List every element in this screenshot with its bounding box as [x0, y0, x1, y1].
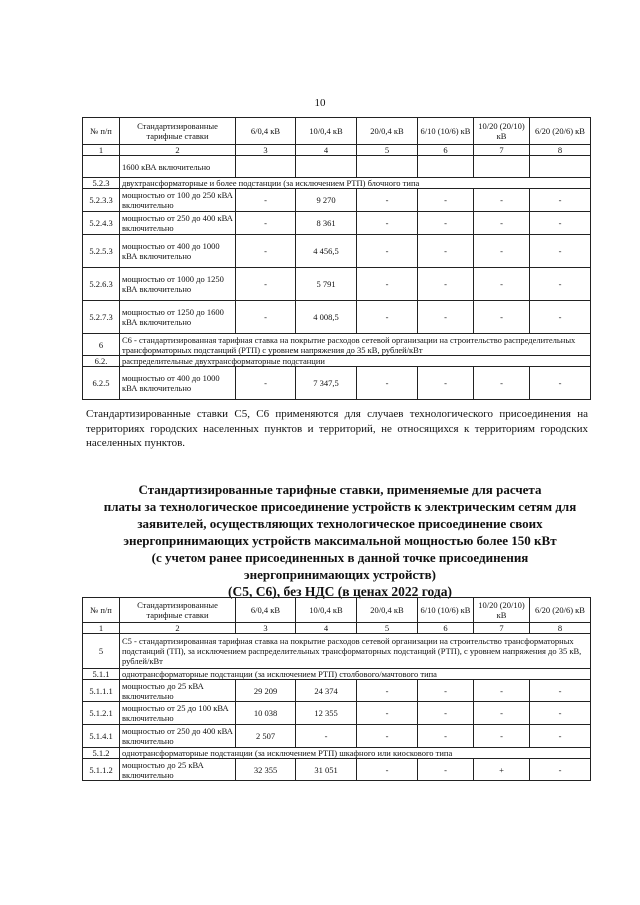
- row-number: 6: [83, 334, 120, 356]
- value-cell: -: [530, 189, 591, 212]
- section-title: [80, 481, 600, 600]
- row-description: мощностью от 250 до 400 кВА включительно: [120, 725, 236, 748]
- section-text: распределительные двухтрансформаторные подстанции: [120, 356, 591, 367]
- col-number: 5: [357, 145, 418, 156]
- value-cell: -: [357, 301, 418, 334]
- value-cell: -: [236, 268, 296, 301]
- col-number: 1: [83, 145, 120, 156]
- section-row: [83, 356, 591, 367]
- value-cell: -: [474, 235, 530, 268]
- col-number: 3: [236, 623, 296, 634]
- row-description: мощностью от 100 до 250 кВА включительно: [120, 189, 236, 212]
- col-header: 20/0,4 кВ: [357, 598, 418, 623]
- col-number: 2: [120, 623, 236, 634]
- col-header: 6/20 (20/6) кВ: [530, 118, 591, 145]
- value-cell: -: [474, 212, 530, 235]
- value-cell: -: [530, 268, 591, 301]
- value-cell: -: [236, 189, 296, 212]
- row-number: 5: [83, 634, 120, 669]
- col-number: 8: [530, 623, 591, 634]
- value-cell: 2 507: [236, 725, 296, 748]
- row-number: 6.2.5: [83, 367, 120, 400]
- col-header: № п/п: [83, 598, 120, 623]
- value-cell: 4 008,5: [296, 301, 357, 334]
- table-row: [83, 235, 591, 268]
- table-row: [83, 759, 591, 781]
- col-number: 4: [296, 623, 357, 634]
- applicability-paragraph: Стандартизированные ставки С5, С6 применяются для случаев технологического присоединения на территориях городских населенных пунктов и территорий, не относящихся к территориям городских населенных пунктов.: [86, 408, 588, 449]
- row-number: 5.2.3: [83, 178, 120, 189]
- row-number: 5.2.5.3: [83, 235, 120, 268]
- value-cell: -: [357, 212, 418, 235]
- value-cell: -: [418, 235, 474, 268]
- title-line: Стандартизированные тарифные ставки, применяемые для расчета: [138, 482, 542, 497]
- value-cell: -: [474, 680, 530, 702]
- value-cell: -: [530, 301, 591, 334]
- section-row: [83, 634, 591, 669]
- row-number: 5.2.6.3: [83, 268, 120, 301]
- row-description: мощностью от 400 до 1000 кВА включительно: [120, 235, 236, 268]
- table-row: [83, 156, 591, 178]
- value-cell: -: [418, 268, 474, 301]
- value-cell: -: [474, 189, 530, 212]
- value-cell: -: [530, 367, 591, 400]
- value-cell: -: [530, 680, 591, 702]
- col-header: 6/10 (10/6) кВ: [418, 598, 474, 623]
- row-number: 5.2.7.3: [83, 301, 120, 334]
- value-cell: -: [530, 212, 591, 235]
- section-row: [83, 178, 591, 189]
- col-number: 5: [357, 623, 418, 634]
- row-number: 5.1.1.2: [83, 759, 120, 781]
- section-row: [83, 748, 591, 759]
- value-cell: 5 791: [296, 268, 357, 301]
- table-row: [83, 301, 591, 334]
- value-cell: -: [236, 235, 296, 268]
- row-number: 5.1.2.1: [83, 702, 120, 725]
- section-text: С6 - стандартизированная тарифная ставка на покрытие расходов сетевой организации на строительство распределительных трансформаторных подстанций (РТП) с уровнем напряжения до 35 кВ, рублей/кВт: [120, 334, 591, 356]
- col-number: 6: [418, 145, 474, 156]
- col-header: 6/20 (20/6) кВ: [530, 598, 591, 623]
- value-cell: -: [357, 367, 418, 400]
- col-number: 3: [236, 145, 296, 156]
- row-description: мощностью от 1250 до 1600 кВА включительно: [120, 301, 236, 334]
- row-number: 5.1.1.1: [83, 680, 120, 702]
- col-number: 8: [530, 145, 591, 156]
- value-cell: -: [418, 702, 474, 725]
- col-number: 6: [418, 623, 474, 634]
- value-cell: 10 038: [236, 702, 296, 725]
- table-row: [83, 680, 591, 702]
- value-cell: -: [474, 725, 530, 748]
- value-cell: -: [296, 725, 357, 748]
- title-line: заявителей, осуществляющих технологическое присоединение своих: [137, 516, 543, 531]
- section-text: однотрансформаторные подстанции (за исключением РТП) столбового/мачтового типа: [120, 669, 591, 680]
- col-number: 2: [120, 145, 236, 156]
- value-cell: 24 374: [296, 680, 357, 702]
- value-cell: -: [357, 189, 418, 212]
- value-cell: -: [236, 367, 296, 400]
- col-header: 10/20 (20/10) кВ: [474, 598, 530, 623]
- value-cell: +: [474, 759, 530, 781]
- col-header: Стандартизированные тарифные ставки: [120, 598, 236, 623]
- value-cell: 12 355: [296, 702, 357, 725]
- row-number: 6.2.: [83, 356, 120, 367]
- col-header: 10/0,4 кВ: [296, 598, 357, 623]
- value-cell: 8 361: [296, 212, 357, 235]
- col-header: 6/0,4 кВ: [236, 118, 296, 145]
- col-number: 7: [474, 145, 530, 156]
- row-number: 5.2.4.3: [83, 212, 120, 235]
- value-cell: -: [474, 702, 530, 725]
- value-cell: -: [357, 235, 418, 268]
- col-number: 1: [83, 623, 120, 634]
- section-row: [83, 334, 591, 356]
- table-row: [83, 268, 591, 301]
- value-cell: -: [357, 759, 418, 781]
- value-cell: -: [474, 268, 530, 301]
- title-line: энергопринимающих устройств максимальной мощностью более 150 кВт: [123, 533, 557, 548]
- value-cell: -: [236, 212, 296, 235]
- col-header: 6/10 (10/6) кВ: [418, 118, 474, 145]
- row-number: 5.2.3.3: [83, 189, 120, 212]
- value-cell: 9 270: [296, 189, 357, 212]
- row-description: 1600 кВА включительно: [120, 156, 236, 178]
- col-header: 10/20 (20/10) кВ: [474, 118, 530, 145]
- value-cell: -: [418, 189, 474, 212]
- value-cell: -: [357, 725, 418, 748]
- row-number: 5.1.4.1: [83, 725, 120, 748]
- title-line: платы за технологическое присоединение устройств к электрическим сетям для: [103, 499, 577, 514]
- header-row: [83, 598, 591, 623]
- value-cell: -: [357, 702, 418, 725]
- value-cell: -: [418, 301, 474, 334]
- value-cell: -: [418, 212, 474, 235]
- value-cell: 32 355: [236, 759, 296, 781]
- row-description: мощностью до 25 кВА включительно: [120, 680, 236, 702]
- value-cell: -: [236, 301, 296, 334]
- column-number-row: [83, 623, 591, 634]
- table-row: [83, 702, 591, 725]
- title-line: (с учетом ранее присоединенных в данной точке присоединения: [151, 550, 529, 565]
- row-number: 5.1.1: [83, 669, 120, 680]
- value-cell: -: [474, 301, 530, 334]
- row-number: 5.1.2: [83, 748, 120, 759]
- header-row: [83, 118, 591, 145]
- value-cell: -: [530, 759, 591, 781]
- value-cell: -: [357, 680, 418, 702]
- value-cell: -: [530, 235, 591, 268]
- row-description: мощностью от 1000 до 1250 кВА включительно: [120, 268, 236, 301]
- title-line: (С5, С6), без НДС (в ценах 2022 года): [228, 584, 452, 599]
- value-cell: 7 347,5: [296, 367, 357, 400]
- section-text: двухтрансформаторные и более подстанции (за исключением РТП) блочного типа: [120, 178, 591, 189]
- table-row: [83, 212, 591, 235]
- value-cell: -: [418, 680, 474, 702]
- row-description: мощностью от 250 до 400 кВА включительно: [120, 212, 236, 235]
- value-cell: 4 456,5: [296, 235, 357, 268]
- tariff-table-c5-c6: [82, 597, 591, 781]
- col-number: 4: [296, 145, 357, 156]
- column-number-row: [83, 145, 591, 156]
- col-number: 7: [474, 623, 530, 634]
- col-header: 6/0,4 кВ: [236, 598, 296, 623]
- page-number: 10: [314, 97, 326, 109]
- col-header: 10/0,4 кВ: [296, 118, 357, 145]
- section-text: однотрансформаторные подстанции (за исключением РТП) шкафного или киоскового типа: [120, 748, 591, 759]
- value-cell: -: [418, 725, 474, 748]
- section-row: [83, 669, 591, 680]
- value-cell: -: [357, 268, 418, 301]
- value-cell: -: [474, 367, 530, 400]
- table-row: [83, 725, 591, 748]
- value-cell: -: [530, 725, 591, 748]
- table-row: [83, 367, 591, 400]
- value-cell: -: [530, 702, 591, 725]
- value-cell: -: [418, 367, 474, 400]
- table-row: [83, 189, 591, 212]
- tariff-table-continued: [82, 117, 591, 400]
- col-header: 20/0,4 кВ: [357, 118, 418, 145]
- value-cell: -: [418, 759, 474, 781]
- value-cell: 29 209: [236, 680, 296, 702]
- row-description: мощностью от 25 до 100 кВА включительно: [120, 702, 236, 725]
- section-text: С5 - стандартизированная тарифная ставка на покрытие расходов сетевой организации на строительство трансформаторных подстанций (ТП), за исключением распределительных трансформаторных подстанций (РТП), с уровнем напряжения до 35 кВ, рублей/кВт: [120, 634, 591, 669]
- row-description: мощностью от 400 до 1000 кВА включительно: [120, 367, 236, 400]
- value-cell: 31 051: [296, 759, 357, 781]
- col-header: Стандартизированные тарифные ставки: [120, 118, 236, 145]
- title-line: энергопринимающих устройств): [244, 567, 436, 582]
- col-header: № п/п: [83, 118, 120, 145]
- row-description: мощностью до 25 кВА включительно: [120, 759, 236, 781]
